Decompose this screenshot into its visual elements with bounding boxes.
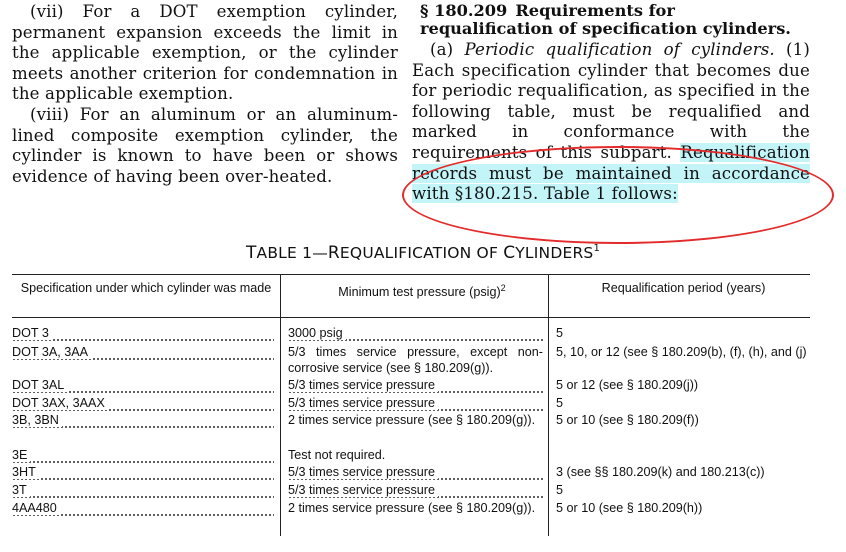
cell-spec: 3T [12, 483, 274, 499]
highlighted-text: Requalification records must be maintained in accordance with §180.215. Table 1 follows: [412, 142, 810, 204]
cell-period: 5 [556, 396, 564, 410]
cell-spec: DOT 3AX, 3AAX [12, 396, 274, 412]
cell-spec: DOT 3A, 3AA [12, 345, 274, 361]
paragraph-vii: (vii) For a DOT exemption cylinder, permanent expansion exceeds the limit in the applicable exemption, or the cylinder meets another criterion for condemnation in the applicable exemption. [12, 2, 398, 104]
header-spec: Specification under which cylinder was made [20, 281, 272, 295]
cell-pressure: 3000 psig [288, 326, 543, 342]
cell-spec: DOT 3 [12, 326, 274, 342]
cell-pressure: 5/3 times service pressure [288, 483, 543, 499]
header-pressure: Minimum test pressure (psig)$^2$ [338, 283, 506, 300]
cell-pressure: 2 times service pressure (see § 180.209(g)). [288, 413, 543, 429]
cell-spec: 3B, 3BN [12, 413, 274, 429]
column-divider [548, 274, 549, 536]
cell-period: 5 [556, 483, 564, 497]
paragraph-viii: (viii) For an aluminum or an aluminum-lined composite exemption cylinder, the cylinder is known to have been or shows evidence of having been over-heated. [12, 104, 398, 186]
cell-period: 5 [556, 326, 564, 340]
cell-spec: DOT 3AL [12, 378, 274, 394]
cell-spec: 4AA480 [12, 501, 274, 517]
para-a-text: (1) Each specification cylinder that becomes due for periodic requalification, as specified in the following table, must be requalified and marked in conformance with the requirements of this subpart. [412, 40, 810, 162]
cell-period: 5 or 12 (see § 180.209(j)) [556, 378, 699, 392]
cell-period: 5 or 10 (see § 180.209(h)) [556, 501, 703, 515]
cell-pressure: 5/3 times service pressure [288, 378, 543, 394]
cell-pressure: 5/3 times service pressure [288, 465, 543, 481]
cell-spec: 3HT [12, 465, 274, 481]
cell-period: 5 or 10 (see § 180.209(f)) [556, 413, 699, 427]
cell-pressure: 5/3 times service pressure [288, 396, 543, 412]
cell-pressure: Test not required. [288, 448, 543, 464]
right-column [412, 2, 810, 205]
section-title: Requirements for requalification of specification cylinders. [420, 1, 791, 38]
para-a-heading: Periodic qualification of cylinders. [464, 40, 775, 59]
cell-period: 5, 10, or 12 (see § 180.209(b), (f), (h), and (j) [556, 345, 807, 359]
left-column [12, 2, 398, 187]
column-divider [280, 274, 281, 536]
table-title-footnote: 1 [593, 243, 601, 254]
table-title: TABLE 1—REQUALIFICATION OF CYLINDERS$^1$ [245, 243, 601, 263]
paragraph-a [412, 40, 810, 205]
header-period: Requalification period (years) [601, 281, 766, 295]
table-header [12, 274, 810, 318]
para-a-label: (a) [430, 40, 454, 59]
cell-period: 3 (see §§ 180.209(k) and 180.213(c)) [556, 465, 765, 479]
cell-spec: 3E [12, 448, 274, 464]
cell-pressure: 5/3 times service pressure, except non-corrosive service (see § 180.209(g)). [288, 345, 543, 375]
section-number: § 180.209 [420, 1, 508, 20]
section-heading [412, 2, 810, 38]
cell-pressure: 2 times service pressure (see § 180.209(g)). [288, 501, 543, 517]
